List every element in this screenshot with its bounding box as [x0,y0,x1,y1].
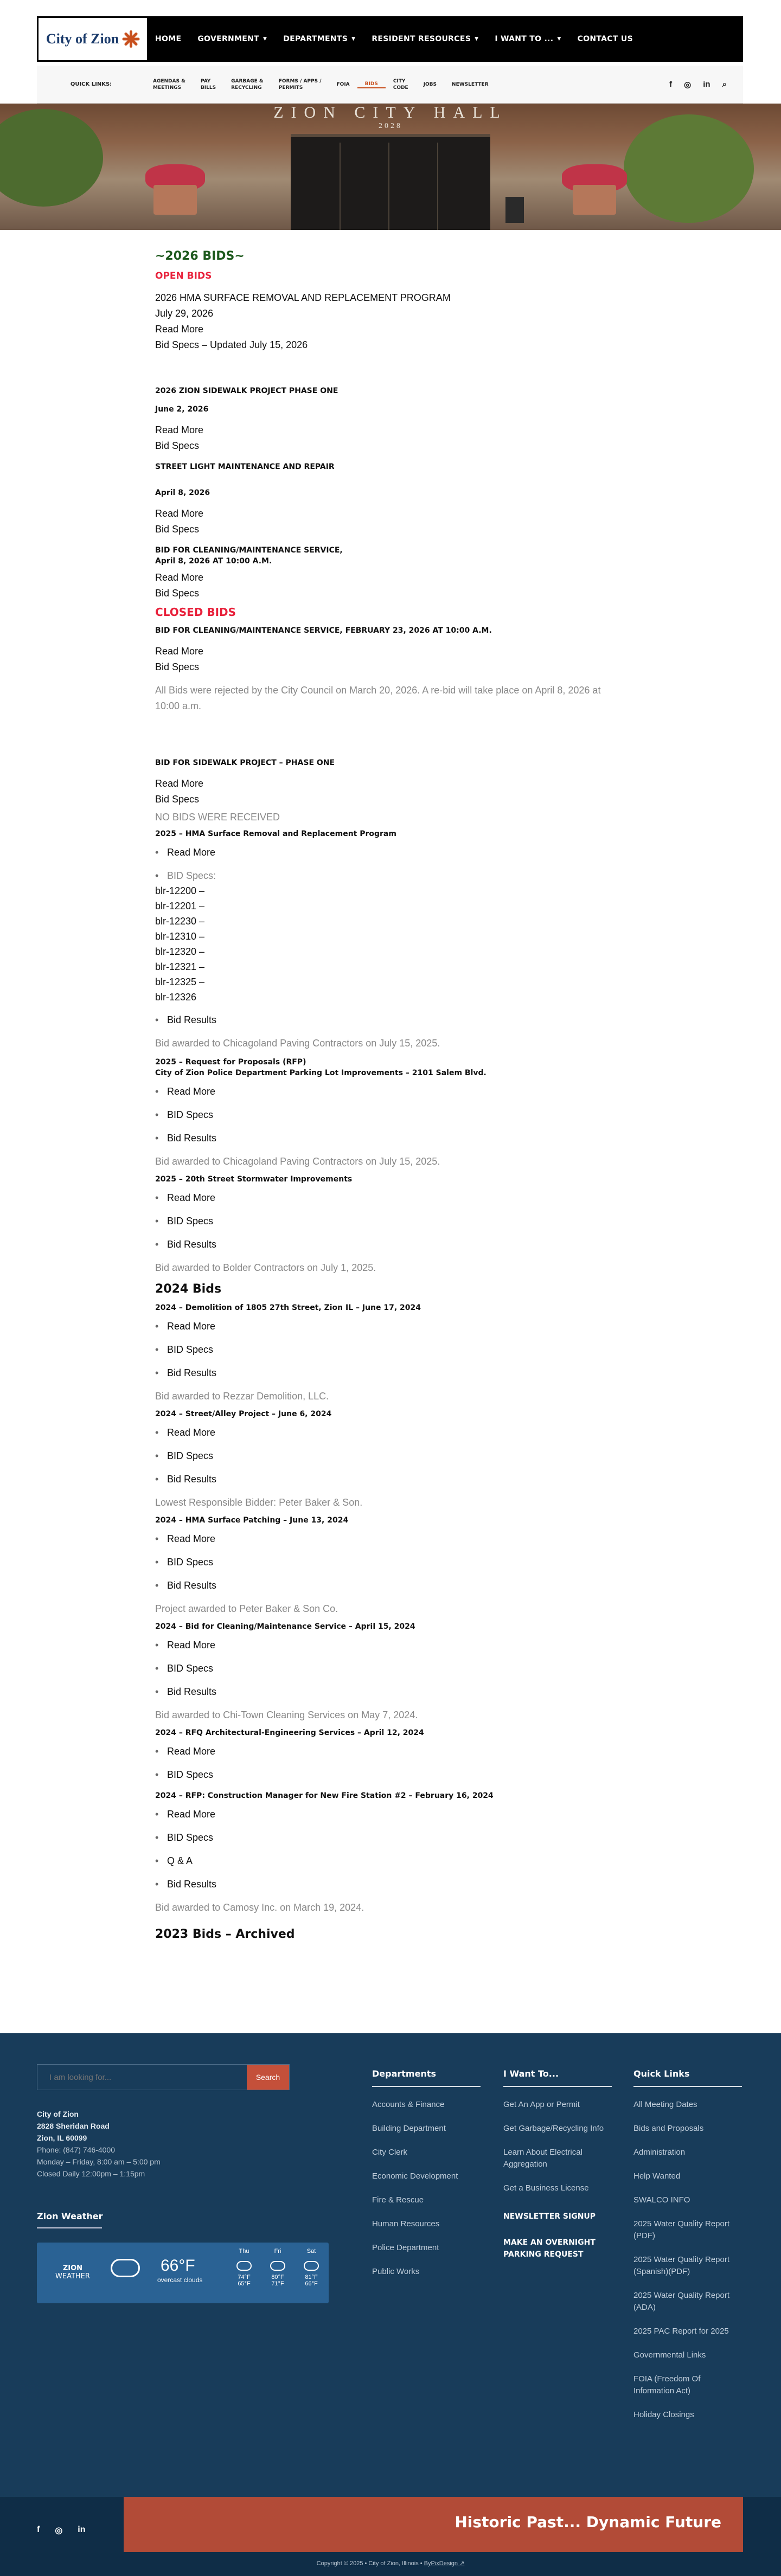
bid-results-link[interactable]: • Bid Results [155,1237,605,1252]
closed-bids-heading: CLOSED BIDS [155,606,236,619]
forecast-high: 80°F [271,2274,284,2281]
bids-2026-heading: ~2026 BIDS~ [155,249,245,263]
cleaning-2026-title: BID FOR CLEANING/MAINTENANCE SERVICE, [155,546,343,555]
main-navigation [37,16,743,62]
linkedin-icon[interactable]: in [78,2525,86,2534]
quick-link-swalco-info[interactable]: SWALCO INFO [633,2195,690,2205]
bid-specs-link[interactable]: Bid Specs – Updated July 15, 2026 [155,339,308,350]
newsletter-signup-link[interactable]: NEWSLETTER SIGNUP [503,2212,596,2221]
hero-year-text: 2028 [379,122,402,130]
hma-2025-links [155,845,605,883]
nav-item-contact-us[interactable] [578,35,633,43]
weather-label: WEATHER [55,2272,90,2281]
rfp-2025-subtitle: City of Zion Police Department Parking Lot Improvements – 2101 Salem Blvd. [155,1069,486,1077]
hero-tree-right [624,114,754,223]
quick-link-forms-apps-permits[interactable] [271,78,329,91]
award-note: Lowest Responsible Bidder: Peter Baker & Son. [155,1497,363,1508]
bid-spec-id[interactable]: blr-12201 – [155,901,205,911]
quick-link-line: CODE [393,85,408,91]
quick-link-newsletter[interactable] [444,81,496,88]
department-link-city-clerk[interactable]: City Clerk [372,2148,408,2157]
chevron-down-icon: ▼ [351,36,356,42]
bids-2023-heading[interactable]: 2023 Bids – Archived [155,1928,295,1941]
award-note: Project awarded to Peter Baker & Son Co. [155,1603,338,1614]
bid-results-link[interactable]: • Bid Results [155,1877,605,1892]
read-more-link[interactable]: • Read More [155,1637,605,1653]
forecast-day [261,2248,294,2287]
sidewalk-phase-one-title: BID FOR SIDEWALK PROJECT – PHASE ONE [155,759,335,767]
search-button[interactable]: Search [247,2065,289,2090]
nav-item-label: RESIDENT RESOURCES [372,35,471,43]
department-link-police-department[interactable]: Police Department [372,2243,439,2252]
search-input[interactable] [37,2065,244,2090]
facebook-icon[interactable]: f [37,2525,40,2534]
i-want-to-link-get-a-business-license[interactable]: Get a Business License [503,2183,589,2193]
address-city: Zion, IL 60099 [37,2134,87,2142]
nav-item-resident-resources[interactable] [372,35,478,43]
bid-results-link[interactable]: • Bid Results [155,1012,605,1027]
quick-link-bids[interactable] [357,81,386,88]
nav-item-label: DEPARTMENTS [283,35,348,43]
quick-link-line: BILLS [200,85,216,91]
read-more-link[interactable]: • Read More [155,1084,605,1099]
forecast-day [295,2248,328,2287]
quick-link-line: RECYCLING [231,85,262,91]
read-more-link[interactable]: Read More [155,324,204,335]
forecast-low: 65°F [238,2281,251,2287]
tagline-text: Historic Past... Dynamic Future [454,2513,721,2531]
cleaning-2026-date: April 8, 2026 AT 10:00 A.M. [155,557,272,566]
weather-location [55,2264,90,2281]
quick-link-agendas-meetings[interactable] [145,78,193,91]
quick-link-line: NEWSLETTER [452,81,489,87]
forecast-day-name: Fri [274,2248,281,2254]
copyright [0,2560,781,2567]
bid-specs-link[interactable]: Bid Specs [155,440,200,451]
streetlight-title: STREET LIGHT MAINTENANCE AND REPAIR [155,462,335,471]
closed-cleaning-title: BID FOR CLEANING/MAINTENANCE SERVICE, FEBRUARY 23, 2026 AT 10:00 A.M. [155,626,492,635]
quick-links-bar [37,66,743,104]
search-icon[interactable]: ⌕ [722,79,727,89]
bid-specs-link[interactable]: • BID Specs [155,1448,605,1463]
quick-link-line: FOIA [336,81,350,87]
department-link-accounts-finance[interactable]: Accounts & Finance [372,2100,445,2109]
department-link-economic-development[interactable]: Economic Development [372,2172,458,2181]
read-more-link[interactable]: Read More [155,508,204,519]
nav-item-i-want-to[interactable] [495,35,561,43]
quick-link-city-code[interactable] [386,78,416,91]
linkedin-icon[interactable]: in [703,79,710,89]
quick-link-2025-water-quality-report-pdf[interactable]: 2025 Water Quality Report (PDF) [633,2219,730,2240]
header-social [669,80,743,89]
streetlight-date: April 8, 2026 [155,489,210,497]
bid-spec-id[interactable]: blr-12200 – [155,885,205,896]
site-logo[interactable] [37,16,149,62]
quick-link-2025-pac-report-for-2025[interactable]: 2025 PAC Report for 2025 [633,2327,729,2336]
bid-specs-link[interactable]: • BID Specs [155,1661,605,1676]
cloud-icon [236,2261,252,2271]
quick-link-line: FORMS / APPS / [278,78,322,84]
i-want-to-link-get-garbage-recycling-info[interactable]: Get Garbage/Recycling Info [503,2124,604,2133]
quick-link-pay-bills[interactable] [193,78,223,91]
nav-item-departments[interactable] [283,35,355,43]
departments-heading: Departments [372,2068,481,2087]
bid-results-link[interactable]: • Bid Results [155,1130,605,1146]
quick-link-line: PAY [200,78,211,84]
bid-spec-id[interactable]: blr-12310 – [155,931,205,942]
alley-2024-title: 2024 – Street/Alley Project – June 6, 2024 [155,1410,332,1418]
instagram-icon[interactable]: ◎ [684,80,692,89]
bid-spec-id[interactable]: blr-12326 [155,992,197,1003]
sidewalk-2026-date: June 2, 2026 [155,405,209,414]
footer-address [37,2108,161,2180]
hero-image [0,104,781,230]
quick-link-line: AGENDAS & [153,78,185,84]
footer [0,2033,781,2497]
hma-2026-title: 2026 HMA SURFACE REMOVAL AND REPLACEMENT PROGRAM [155,292,451,303]
i-want-to-heading: I Want To... [503,2068,612,2087]
bid-specs-link[interactable]: • BID Specs [155,1342,605,1357]
quick-link-holiday-closings[interactable]: Holiday Closings [633,2410,694,2419]
bid-specs-link[interactable]: • BID Specs [155,1107,605,1122]
patching-2024-title: 2024 – HMA Surface Patching – June 13, 2024 [155,1516,349,1525]
tagline-banner [124,2497,743,2552]
no-bids-note: NO BIDS WERE RECEIVED [155,812,280,823]
rfp-2025-title: 2025 – Request for Proposals (RFP) [155,1058,306,1067]
department-link-building-department[interactable]: Building Department [372,2124,446,2133]
quick-link-2025-water-quality-report-spanish-pdf[interactable]: 2025 Water Quality Report (Spanish)(PDF) [633,2255,730,2276]
sidewalk-2026-title: 2026 ZION SIDEWALK PROJECT PHASE ONE [155,387,338,395]
demolition-2024-title: 2024 – Demolition of 1805 27th Street, Zion IL – June 17, 2024 [155,1303,421,1312]
rfq-2024-title: 2024 – RFQ Architectural-Engineering Services – April 12, 2024 [155,1729,424,1737]
nav-item-home[interactable] [155,35,181,43]
parking-request-link[interactable]: MAKE AN OVERNIGHT PARKING REQUEST [503,2238,596,2259]
bid-specs-link[interactable]: • BID Specs [155,1767,605,1782]
bid-specs-link[interactable]: Bid Specs [155,524,200,535]
bid-specs-link[interactable]: • BID Specs [155,1213,605,1229]
facebook-icon[interactable]: f [669,79,673,89]
weather-temp: 66°F [161,2257,195,2275]
bids-content [155,249,605,1948]
quick-link-foia-freedom-of-information-act[interactable]: FOIA (Freedom Of Information Act) [633,2374,701,2395]
open-bids-heading: OPEN BIDS [155,271,212,281]
bid-spec-id-list [155,883,605,1005]
bid-results-link[interactable]: • Bid Results [155,1365,605,1380]
quick-link-jobs[interactable] [416,81,444,88]
cloud-icon [111,2259,140,2277]
nav-item-label: HOME [155,35,182,43]
bid-specs-link[interactable]: • BID Specs [155,1830,605,1845]
nav-menu [151,16,633,62]
read-more-link[interactable]: • Read More [155,1319,605,1334]
i-want-to-list [503,2099,612,2194]
footer-search [37,2064,290,2090]
weather-city: ZION [62,2264,83,2272]
award-note: Bid awarded to Camosy Inc. on March 19, 2024. [155,1902,364,1913]
forecast-day [228,2248,260,2287]
quick-link-help-wanted[interactable]: Help Wanted [633,2172,681,2181]
chevron-down-icon: ▼ [557,36,561,42]
address-street: 2828 Sheridan Road [37,2122,110,2130]
bids-2024-heading: 2024 Bids [155,1282,222,1296]
department-link-public-works[interactable]: Public Works [372,2267,420,2276]
address-phone[interactable]: Phone: (847) 746-4000 [37,2145,115,2154]
weather-widget [37,2243,329,2303]
quick-link-foia[interactable] [329,81,357,88]
weather-title-divider [37,2227,102,2228]
credit-link[interactable]: ByPixDesign ↗ [424,2560,465,2567]
footer-quick-links [633,2068,742,2433]
quick-link-line: CITY [393,78,406,84]
hero-trash-can [505,197,524,223]
read-more-link[interactable]: • Read More [155,1531,605,1546]
award-note: Bid awarded to Chi-Town Cleaning Services on May 7, 2024. [155,1710,418,1720]
quick-link-line: JOBS [423,81,437,87]
read-more-link[interactable]: • Read More [155,1425,605,1440]
nav-item-government[interactable] [197,35,267,43]
qa-link[interactable]: • Q & A [155,1853,605,1868]
award-note: Bid awarded to Rezzar Demolition, LLC. [155,1391,329,1402]
read-more-link[interactable]: • Read More [155,1744,605,1759]
bid-spec-id[interactable]: blr-12321 – [155,961,205,972]
quick-link-bids-and-proposals[interactable]: Bids and Proposals [633,2124,704,2133]
bid-specs-link[interactable]: • BID Specs [155,1554,605,1570]
address-name: City of Zion [37,2110,79,2118]
hero-sign-text: ZION CITY HALL [273,104,508,121]
quick-links-heading: Quick Links [633,2068,742,2087]
hero-entrance [291,134,490,230]
i-want-to-link-learn-about-electrical-aggregation[interactable]: Learn About Electrical Aggregation [503,2148,582,2169]
bid-specs-link[interactable]: Bid Specs [155,661,200,672]
forecast-low: 66°F [305,2281,318,2287]
bid-results-link[interactable]: • Bid Results [155,1472,605,1487]
quick-link-line: BIDS [364,81,378,87]
read-more-link[interactable]: Read More [155,646,204,657]
fire-station-2024-title: 2024 – RFP: Construction Manager for New Fire Station #2 – February 16, 2024 [155,1791,494,1800]
footer-departments [372,2068,481,2290]
stormwater-2025-title: 2025 – 20th Street Stormwater Improvements [155,1175,353,1184]
award-note: Bid awarded to Chicagoland Paving Contractors on July 15, 2025. [155,1038,440,1049]
quick-links-footer-list [633,2099,742,2421]
bid-specs-link[interactable]: Bid Specs [155,588,200,599]
forecast-day-name: Sat [306,2248,316,2254]
hero-planter-left [153,185,197,215]
bid-spec-id[interactable]: blr-12320 – [155,946,205,957]
quick-link-line: PERMITS [278,85,303,91]
footer-i-want-to [503,2068,612,2260]
quick-link-all-meeting-dates[interactable]: All Meeting Dates [633,2100,697,2109]
read-more-link[interactable]: Read More [155,572,204,583]
weather-desc: overcast clouds [157,2276,203,2284]
rejected-note: All Bids were rejected by the City Council on March 20, 2026. A re-bid will take place on April 8, 2026 at 10:00 a.m. [155,685,601,711]
cloud-icon [304,2261,319,2271]
forecast-low: 71°F [271,2281,284,2287]
footer-bottom [0,2497,781,2576]
quick-links-label: QUICK LINKS: [70,81,112,87]
hma-2025-title: 2025 – HMA Surface Removal and Replacement Program [155,830,396,838]
copyright-text: Copyright © 2025 • City of Zion, Illinois • [316,2560,422,2567]
department-link-human-resources[interactable]: Human Resources [372,2219,440,2228]
cleaning-2024-title: 2024 – Bid for Cleaning/Maintenance Service – April 15, 2024 [155,1622,415,1631]
address-hours: Monday – Friday, 8:00 am – 5:00 pm [37,2157,161,2166]
quick-link-2025-water-quality-report-ada[interactable]: 2025 Water Quality Report (ADA) [633,2291,730,2312]
forecast-high: 74°F [238,2274,251,2281]
i-want-to-link-get-an-app-or-permit[interactable]: Get An App or Permit [503,2100,580,2109]
quick-link-garbage-recycling[interactable] [223,78,271,91]
bid-spec-id[interactable]: blr-12230 – [155,916,205,927]
quick-link-administration[interactable]: Administration [633,2148,686,2157]
department-link-fire-rescue[interactable]: Fire & Rescue [372,2195,424,2205]
bid-specs-link[interactable]: Bid Specs [155,794,200,805]
bid-results-link[interactable]: • Bid Results [155,1684,605,1699]
forecast-day-name: Thu [239,2248,249,2254]
instagram-icon[interactable]: ◎ [55,2526,63,2535]
quick-link-line: GARBAGE & [231,78,264,84]
quick-links-list [145,78,496,91]
hero-planter-right [573,185,616,215]
read-more-link[interactable]: • Read More [155,1807,605,1822]
read-more-link[interactable]: Read More [155,425,204,435]
address-closed: Closed Daily 12:00pm – 1:15pm [37,2169,145,2178]
logo-text: City of Zion [46,31,119,47]
nav-item-label: I WANT TO ... [495,35,554,43]
bid-specs-label: • BID Specs: [155,868,605,883]
weather-title: Zion Weather [37,2211,103,2221]
logo-leaf-icon [122,30,139,48]
award-note: Bid awarded to Chicagoland Paving Contractors on July 15, 2025. [155,1156,440,1167]
award-note: Bid awarded to Bolder Contractors on July 1, 2025. [155,1262,376,1273]
cloud-icon [270,2261,285,2271]
read-more-link[interactable]: • Read More [155,845,605,860]
read-more-link[interactable]: Read More [155,778,204,789]
footer-social [37,2525,86,2536]
hma-2026-date: July 29, 2026 [155,308,214,319]
bid-results-link[interactable]: • Bid Results [155,1578,605,1593]
bid-spec-id[interactable]: blr-12325 – [155,977,205,987]
chevron-down-icon: ▼ [263,36,267,42]
read-more-link[interactable]: • Read More [155,1190,605,1205]
chevron-down-icon: ▼ [475,36,479,42]
forecast-high: 81°F [305,2274,318,2281]
nav-item-label: GOVERNMENT [197,35,260,43]
departments-list [372,2099,481,2278]
nav-item-label: CONTACT US [577,35,633,43]
quick-link-governmental-links[interactable]: Governmental Links [633,2350,706,2360]
quick-link-line: MEETINGS [153,85,182,91]
